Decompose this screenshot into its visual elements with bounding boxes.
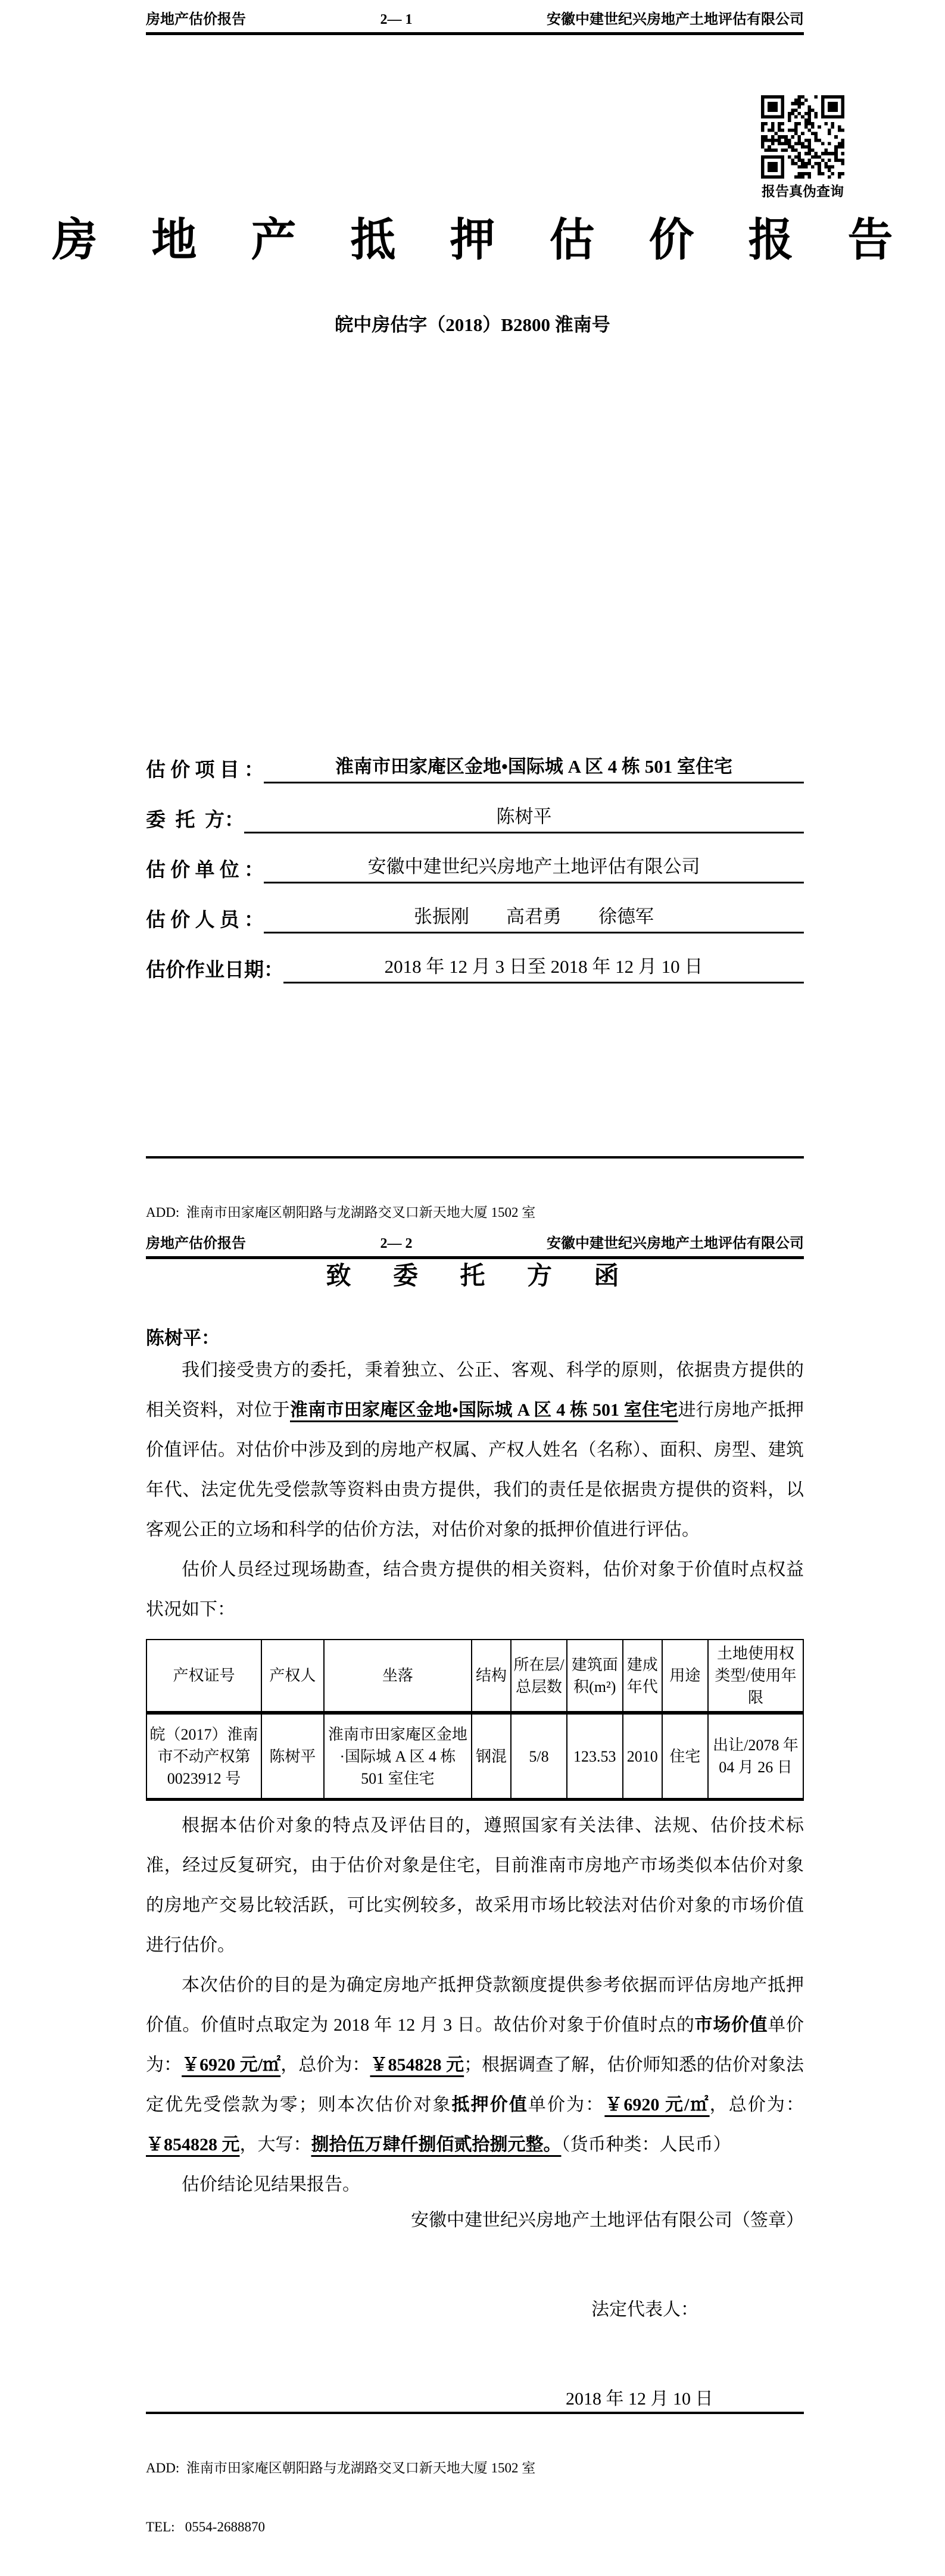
letter-body (146, 1350, 804, 2205)
qr-block (757, 95, 848, 200)
page-1 (0, 0, 945, 1222)
cell-floor: 5/8 (511, 1713, 567, 1800)
col-year-built: 建成年代 (623, 1640, 662, 1713)
page-footer (146, 2412, 804, 2576)
form-value-appraisers: 张振刚 高君勇 徐德军 (264, 904, 804, 933)
form-row-appraisers (146, 904, 804, 933)
form-label: 估 价 人 员 ： (146, 910, 264, 931)
page-number: 2— 2 (380, 1236, 413, 1251)
col-land-use-right: 土地使用权类型/使用年限 (708, 1640, 803, 1713)
page-header (146, 7, 804, 35)
cell-structure: 钢混 (472, 1713, 511, 1800)
footer-address: ADD: 淮南市田家庵区朝阳路与龙湖路交叉口新天地大厦 1502 室 (146, 1205, 536, 1220)
table-row (146, 1713, 803, 1800)
form-value-agency: 安徽中建世纪兴房地产土地评估有限公司 (264, 854, 804, 883)
cell-land-use-right: 出让/2078 年04 月 26 日 (708, 1713, 803, 1800)
signature-company: 安徽中建世纪兴房地产土地评估有限公司（签章） (411, 2210, 804, 2230)
footer-address: ADD: 淮南市田家庵区朝阳路与龙湖路交叉口新天地大厦 1502 室 (146, 2461, 536, 2475)
report-title: 房 地 产 抵 押 估 价 报 告 (52, 216, 915, 266)
col-structure: 结构 (472, 1640, 511, 1713)
signature-legal-rep: 法定代表人： (591, 2300, 698, 2319)
form-value-dates: 2018 年 12 月 3 日至 2018 年 12 月 10 日 (283, 954, 804, 983)
col-floor: 所在层/总层数 (511, 1640, 567, 1713)
col-area: 建筑面积(m²) (567, 1640, 623, 1713)
report-number: 皖中房估字（2018）B2800 淮南号 (335, 314, 610, 335)
cell-owner: 陈树平 (261, 1713, 324, 1800)
paragraph-method: 根据本估价对象的特点及评估目的，遵照国家有关法律、法规、估价技术标准，经过反复研究，由于估价对象是住宅，目前淮南市房地产市场类似本估价对象的房地产交易比较活跃，可比实例较多，故采用市场比较法对估价对象的市场价值进行估价。 (146, 1816, 804, 1955)
page-header-doc-type: 房地产估价报告 (146, 1236, 246, 1251)
qr-caption: 报告真伪查询 (762, 184, 844, 199)
cell-area: 123.53 (567, 1713, 623, 1800)
salutation: 陈树平： (146, 1328, 220, 1348)
page-2 (0, 1222, 945, 2534)
page-header-company: 安徽中建世纪兴房地产土地评估有限公司 (547, 12, 804, 27)
paragraph-survey: 估价人员经过现场勘查，结合贵方提供的相关资料，估价对象于价值时点权益状况如下： (146, 1560, 804, 1619)
form-row-project (146, 754, 804, 783)
form-row-agency (146, 854, 804, 883)
form-row-client (146, 804, 804, 833)
qr-code (761, 95, 844, 179)
form-value-project: 淮南市田家庵区金地•国际城 A 区 4 栋 501 室住宅 (264, 754, 804, 783)
form-label: 估价作业日期： (146, 960, 283, 981)
col-owner: 产权人 (261, 1640, 324, 1713)
col-certificate-no: 产权证号 (146, 1640, 261, 1713)
property-rights-table (146, 1639, 804, 1801)
paragraph-valuation: 本次估价的目的是为确定房地产抵押贷款额度提供参考依据而评估房地产抵押价值。价值时点取定为 2018 年 12 月 3 日。故估价对象于价值时点的市场价值单价为：￥6920 元/㎡，总价为：￥854828 元；根据调查了解，估价师知悉的估价对象法定优先受偿款为零；则本次估价对象抵押价值单价为：￥6920 元/㎡，总价为：￥854828 元，大写：捌拾伍万肆仟捌佰贰拾捌元整。（货币种类：人民币） (146, 1975, 804, 2155)
form-label: 估 价 项 目 ： (146, 760, 264, 781)
col-use: 用途 (662, 1640, 708, 1713)
cell-certificate-no: 皖（2017）淮南市不动产权第 0023912 号 (146, 1713, 261, 1800)
page-header-company: 安徽中建世纪兴房地产土地评估有限公司 (547, 1236, 804, 1251)
cell-use: 住宅 (662, 1713, 708, 1800)
footer-telephone: TEL: 0554-2688870 (146, 2519, 265, 2534)
form-row-dates (146, 954, 804, 983)
form-label: 委 托 方： (146, 810, 244, 831)
cell-location: 淮南市田家庵区金地·国际城 A 区 4 栋 501 室住宅 (324, 1713, 472, 1800)
form-label: 估 价 单 位 ： (146, 860, 264, 881)
form-value-client: 陈树平 (244, 804, 804, 833)
paragraph-intro: 我们接受贵方的委托，秉着独立、公正、客观、科学的原则，依据贵方提供的相关资料，对位于淮南市田家庵区金地•国际城 A 区 4 栋 501 室住宅进行房地产抵押价值评估。对估价中涉及到的房地产权属、产权人姓名（名称）、面积、房型、建筑年代、法定优先受偿款等资料由贵方提供，我们的责任是依据贵方提供的资料，以客观公正的立场和科学的估价方法，对估价对象的抵押价值进行评估。 (146, 1360, 804, 1540)
cover-form (146, 754, 804, 1004)
page-number: 2— 1 (380, 12, 413, 27)
table-header-row (146, 1640, 803, 1713)
col-location: 坐落 (324, 1640, 472, 1713)
letter-title: 致 委 托 方 函 (326, 1263, 637, 1290)
page-header-doc-type: 房地产估价报告 (146, 12, 246, 27)
paragraph-conclusion: 估价结论见结果报告。 (182, 2175, 360, 2194)
signature-date: 2018 年 12 月 10 日 (566, 2389, 713, 2409)
page-header (146, 1231, 804, 1259)
cell-year-built: 2010 (623, 1713, 662, 1800)
